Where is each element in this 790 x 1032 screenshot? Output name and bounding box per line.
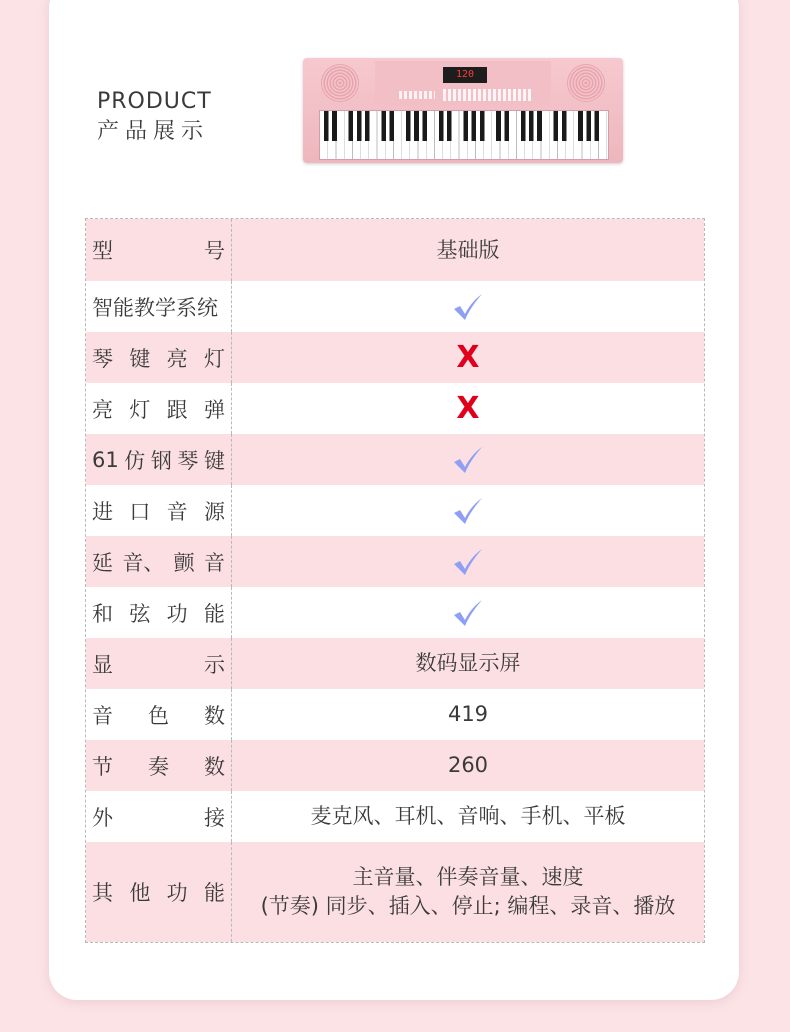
table-row — [86, 383, 704, 434]
row-label-part: 61 — [92, 447, 119, 472]
row-label-part: 接 — [204, 805, 225, 830]
row-value — [232, 842, 704, 942]
cross-icon: X — [456, 390, 480, 426]
button-row-secondary — [399, 91, 435, 99]
row-value — [232, 383, 704, 434]
table-row — [86, 332, 704, 383]
table-row — [86, 842, 704, 942]
row-value-text: 数码显示屏 — [415, 651, 521, 675]
row-label — [86, 536, 232, 587]
row-label-part: 号 — [204, 239, 225, 263]
row-label-part: 能 — [203, 601, 225, 626]
row-value-lines — [261, 863, 676, 921]
row-label-part: 他 — [129, 881, 151, 905]
row-value — [232, 485, 704, 536]
row-label-part: 奏 — [148, 754, 169, 779]
row-label-part: 功 — [166, 881, 188, 905]
table-row — [86, 434, 704, 485]
row-label — [86, 842, 232, 942]
row-label — [86, 485, 232, 536]
table-row — [86, 587, 704, 638]
row-label-part: 型 — [92, 239, 113, 263]
table-row — [86, 791, 704, 842]
row-label-part: 延 — [92, 550, 113, 575]
table-row — [86, 740, 704, 791]
row-label-part: 琴 — [177, 448, 199, 473]
row-label-part: 能 — [203, 881, 225, 905]
button-row — [443, 89, 533, 101]
row-label — [86, 740, 232, 791]
row-label-part: 钢 — [150, 448, 172, 473]
row-label-part: 键 — [129, 346, 151, 371]
lcd-display: 120 — [443, 67, 487, 83]
row-label-part: 仿 — [124, 448, 146, 473]
row-value — [232, 689, 704, 740]
check-icon — [452, 547, 484, 577]
row-value-text: 基础版 — [436, 237, 500, 262]
row-label-part: 亮 — [166, 346, 188, 371]
row-label-part: 示 — [204, 652, 225, 677]
row-value — [232, 638, 704, 689]
row-label-part: 智能教学系统 — [92, 295, 218, 320]
row-value-text: 419 — [447, 702, 489, 726]
row-label-part: 亮 — [92, 397, 113, 422]
row-value-line: 主音量、伴奏音量、速度 — [352, 865, 584, 889]
row-label — [86, 689, 232, 740]
row-label-part: 音 — [166, 499, 188, 524]
row-label-part: 源 — [203, 499, 225, 524]
row-value-text: 麦克风、耳机、音响、手机、平板 — [310, 804, 626, 828]
row-label-part: 颤 — [173, 550, 195, 575]
row-label — [86, 587, 232, 638]
row-label-part: 其 — [92, 881, 113, 905]
row-label — [86, 219, 232, 281]
check-icon — [452, 292, 484, 322]
row-label-part: 灯 — [129, 397, 151, 422]
row-label — [86, 281, 232, 332]
row-label-part: 口 — [129, 499, 151, 524]
table-row — [86, 281, 704, 332]
row-label — [86, 791, 232, 842]
row-value — [232, 536, 704, 587]
row-value-line: (节奏) 同步、插入、停止; 编程、录音、播放 — [260, 894, 676, 918]
row-label-part: 灯 — [203, 346, 225, 371]
section-heading — [97, 88, 212, 148]
row-label-part: 外 — [92, 805, 113, 830]
row-label-part: 音 — [92, 703, 113, 728]
row-value — [232, 740, 704, 791]
row-value — [232, 332, 704, 383]
speaker-left-icon — [321, 64, 359, 102]
row-label-part: 数 — [204, 703, 225, 728]
spec-table — [85, 218, 705, 943]
row-label — [86, 383, 232, 434]
table-row — [86, 638, 704, 689]
check-icon — [452, 445, 484, 475]
row-label-part: 色 — [148, 703, 169, 728]
black-keys — [324, 111, 604, 141]
row-label-part: 和 — [92, 601, 113, 626]
row-label-part: 音 — [203, 550, 225, 575]
row-label-part: 琴 — [92, 346, 113, 371]
row-label-part: 功 — [166, 601, 188, 626]
cross-icon: X — [456, 339, 480, 375]
table-row — [86, 689, 704, 740]
check-icon — [452, 496, 484, 526]
row-label-part: 弦 — [129, 601, 151, 626]
row-value — [232, 434, 704, 485]
row-label-part: 跟 — [166, 397, 188, 422]
row-label-part: 键 — [203, 448, 225, 473]
table-row — [86, 219, 704, 281]
table-row — [86, 536, 704, 587]
row-value — [232, 791, 704, 842]
speaker-right-icon — [567, 64, 605, 102]
row-label-part: 音、 — [122, 550, 165, 575]
row-label-part: 弹 — [203, 397, 225, 422]
row-label-part: 进 — [92, 499, 113, 524]
check-icon — [452, 598, 484, 628]
heading-english: PRODUCT — [97, 89, 212, 114]
heading-chinese: 产品展示 — [97, 119, 210, 144]
product-image-keyboard — [303, 58, 623, 163]
row-label-part: 显 — [92, 652, 113, 677]
row-label — [86, 638, 232, 689]
row-value-text: 260 — [447, 753, 489, 777]
row-label — [86, 434, 232, 485]
row-label — [86, 332, 232, 383]
row-value — [232, 587, 704, 638]
table-row — [86, 485, 704, 536]
row-value — [232, 219, 704, 281]
row-label-part: 数 — [204, 754, 225, 779]
row-value — [232, 281, 704, 332]
row-label-part: 节 — [92, 754, 113, 779]
